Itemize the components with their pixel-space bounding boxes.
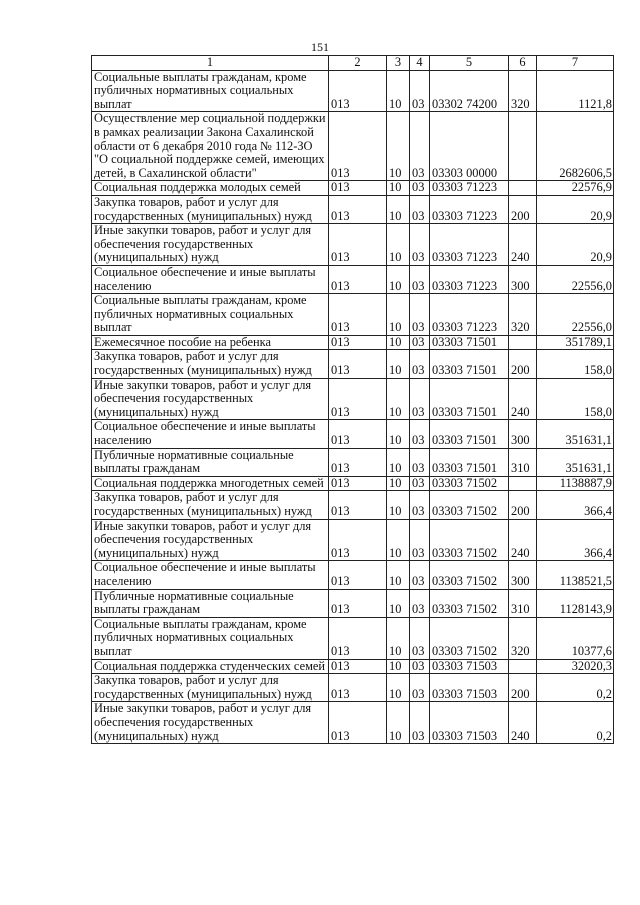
amount-cell: 351631,1 <box>537 420 614 448</box>
row-name-cell: Социальное обеспечение и иные выплаты населению <box>92 561 329 589</box>
expense-type-cell: 300 <box>509 265 537 293</box>
table-row <box>92 70 614 112</box>
amount-cell: 1138521,5 <box>537 561 614 589</box>
expense-type-cell: 200 <box>509 195 537 223</box>
row-name-cell: Социальное обеспечение и иные выплаты населению <box>92 265 329 293</box>
division-cell: 10 <box>387 448 410 476</box>
target-article-cell: 03303 71503 <box>430 659 509 674</box>
column-header: 7 <box>537 56 614 71</box>
amount-cell: 32020,3 <box>537 659 614 674</box>
subdivision-cell: 03 <box>410 617 430 659</box>
expense-type-cell: 240 <box>509 378 537 420</box>
section-code-cell: 013 <box>329 70 387 112</box>
target-article-cell: 03303 71223 <box>430 195 509 223</box>
target-article-cell: 03303 71501 <box>430 350 509 378</box>
expense-type-cell: 240 <box>509 519 537 561</box>
division-cell: 10 <box>387 195 410 223</box>
target-article-cell: 03303 71502 <box>430 491 509 519</box>
division-cell: 10 <box>387 265 410 293</box>
subdivision-cell: 03 <box>410 181 430 196</box>
table-row <box>92 702 614 744</box>
amount-cell: 351631,1 <box>537 448 614 476</box>
division-cell: 10 <box>387 112 410 181</box>
subdivision-cell: 03 <box>410 491 430 519</box>
row-name-cell: Социальные выплаты гражданам, кроме публичных нормативных социальных выплат <box>92 70 329 112</box>
row-name-cell: Публичные нормативные социальные выплаты гражданам <box>92 448 329 476</box>
column-header: 4 <box>410 56 430 71</box>
subdivision-cell: 03 <box>410 702 430 744</box>
section-code-cell: 013 <box>329 448 387 476</box>
expense-type-cell: 300 <box>509 561 537 589</box>
subdivision-cell: 03 <box>410 224 430 266</box>
expense-type-cell: 200 <box>509 350 537 378</box>
amount-cell: 20,9 <box>537 195 614 223</box>
section-code-cell: 013 <box>329 112 387 181</box>
amount-cell: 1138887,9 <box>537 476 614 491</box>
row-name-cell: Закупка товаров, работ и услуг для государственных (муниципальных) нужд <box>92 491 329 519</box>
section-code-cell: 013 <box>329 491 387 519</box>
division-cell: 10 <box>387 491 410 519</box>
section-code-cell: 013 <box>329 335 387 350</box>
expense-type-cell <box>509 335 537 350</box>
amount-cell: 366,4 <box>537 519 614 561</box>
amount-cell: 10377,6 <box>537 617 614 659</box>
amount-cell: 22556,0 <box>537 265 614 293</box>
target-article-cell: 03303 71223 <box>430 181 509 196</box>
row-name-cell: Социальные выплаты гражданам, кроме публичных нормативных социальных выплат <box>92 294 329 336</box>
table-row <box>92 448 614 476</box>
expense-type-cell <box>509 112 537 181</box>
division-cell: 10 <box>387 181 410 196</box>
table-row <box>92 335 614 350</box>
target-article-cell: 03303 71223 <box>430 224 509 266</box>
expense-type-cell <box>509 181 537 196</box>
amount-cell: 366,4 <box>537 491 614 519</box>
section-code-cell: 013 <box>329 476 387 491</box>
amount-cell: 158,0 <box>537 378 614 420</box>
section-code-cell: 013 <box>329 561 387 589</box>
expense-type-cell <box>509 476 537 491</box>
target-article-cell: 03303 71223 <box>430 294 509 336</box>
amount-cell: 0,2 <box>537 674 614 702</box>
division-cell: 10 <box>387 294 410 336</box>
subdivision-cell: 03 <box>410 659 430 674</box>
row-name-cell: Социальная поддержка молодых семей <box>92 181 329 196</box>
amount-cell: 1121,8 <box>537 70 614 112</box>
row-name-cell: Осуществление мер социальной поддержки в рамках реализации Закона Сахалинской области от 6 декабря 2010 года № 112-ЗО "О социальной поддержке семей, имеющих детей, в Сахалинской области" <box>92 112 329 181</box>
row-name-cell: Ежемесячное пособие на ребенка <box>92 335 329 350</box>
section-code-cell: 013 <box>329 589 387 617</box>
row-name-cell: Закупка товаров, работ и услуг для государственных (муниципальных) нужд <box>92 350 329 378</box>
subdivision-cell: 03 <box>410 378 430 420</box>
row-name-cell: Публичные нормативные социальные выплаты гражданам <box>92 589 329 617</box>
row-name-cell: Иные закупки товаров, работ и услуг для обеспечения государственных (муниципальных) нужд <box>92 702 329 744</box>
expense-type-cell: 320 <box>509 294 537 336</box>
section-code-cell: 013 <box>329 224 387 266</box>
expense-type-cell: 200 <box>509 491 537 519</box>
budget-table <box>91 55 614 744</box>
target-article-cell: 03303 71502 <box>430 617 509 659</box>
expense-type-cell: 310 <box>509 589 537 617</box>
subdivision-cell: 03 <box>410 265 430 293</box>
table-row <box>92 617 614 659</box>
row-name-cell: Социальная поддержка студенческих семей <box>92 659 329 674</box>
table-row <box>92 350 614 378</box>
amount-cell: 0,2 <box>537 702 614 744</box>
division-cell: 10 <box>387 224 410 266</box>
target-article-cell: 03303 71501 <box>430 420 509 448</box>
table-row <box>92 265 614 293</box>
expense-type-cell: 300 <box>509 420 537 448</box>
page-number: 151 <box>311 40 329 54</box>
subdivision-cell: 03 <box>410 561 430 589</box>
subdivision-cell: 03 <box>410 70 430 112</box>
row-name-cell: Иные закупки товаров, работ и услуг для обеспечения государственных (муниципальных) нужд <box>92 378 329 420</box>
division-cell: 10 <box>387 476 410 491</box>
subdivision-cell: 03 <box>410 335 430 350</box>
target-article-cell: 03303 71502 <box>430 476 509 491</box>
row-name-cell: Социальное обеспечение и иные выплаты населению <box>92 420 329 448</box>
subdivision-cell: 03 <box>410 420 430 448</box>
expense-type-cell <box>509 659 537 674</box>
table-row <box>92 195 614 223</box>
table-row <box>92 420 614 448</box>
table-row <box>92 659 614 674</box>
column-header: 2 <box>329 56 387 71</box>
division-cell: 10 <box>387 617 410 659</box>
table-row <box>92 561 614 589</box>
column-header: 6 <box>509 56 537 71</box>
division-cell: 10 <box>387 378 410 420</box>
subdivision-cell: 03 <box>410 112 430 181</box>
column-header: 3 <box>387 56 410 71</box>
target-article-cell: 03303 71223 <box>430 265 509 293</box>
target-article-cell: 03303 71502 <box>430 589 509 617</box>
table-row <box>92 491 614 519</box>
amount-cell: 351789,1 <box>537 335 614 350</box>
table-row <box>92 181 614 196</box>
target-article-cell: 03303 71503 <box>430 702 509 744</box>
table-body <box>92 70 614 744</box>
table-row <box>92 112 614 181</box>
section-code-cell: 013 <box>329 195 387 223</box>
section-code-cell: 013 <box>329 181 387 196</box>
table-row <box>92 294 614 336</box>
expense-type-cell: 240 <box>509 702 537 744</box>
target-article-cell: 03303 71502 <box>430 561 509 589</box>
row-name-cell: Иные закупки товаров, работ и услуг для обеспечения государственных (муниципальных) нужд <box>92 224 329 266</box>
section-code-cell: 013 <box>329 659 387 674</box>
section-code-cell: 013 <box>329 519 387 561</box>
section-code-cell: 013 <box>329 350 387 378</box>
row-name-cell: Социальные выплаты гражданам, кроме публичных нормативных социальных выплат <box>92 617 329 659</box>
division-cell: 10 <box>387 674 410 702</box>
target-article-cell: 03303 71502 <box>430 519 509 561</box>
subdivision-cell: 03 <box>410 674 430 702</box>
amount-cell: 22576,9 <box>537 181 614 196</box>
section-code-cell: 013 <box>329 420 387 448</box>
target-article-cell: 03303 71501 <box>430 335 509 350</box>
amount-cell: 22556,0 <box>537 294 614 336</box>
subdivision-cell: 03 <box>410 294 430 336</box>
division-cell: 10 <box>387 589 410 617</box>
section-code-cell: 013 <box>329 265 387 293</box>
expense-type-cell: 310 <box>509 448 537 476</box>
division-cell: 10 <box>387 350 410 378</box>
expense-type-cell: 200 <box>509 674 537 702</box>
row-name-cell: Социальная поддержка многодетных семей <box>92 476 329 491</box>
target-article-cell: 03303 00000 <box>430 112 509 181</box>
division-cell: 10 <box>387 519 410 561</box>
expense-type-cell: 240 <box>509 224 537 266</box>
expense-type-cell: 320 <box>509 617 537 659</box>
table-row <box>92 476 614 491</box>
expense-type-cell: 320 <box>509 70 537 112</box>
division-cell: 10 <box>387 70 410 112</box>
subdivision-cell: 03 <box>410 448 430 476</box>
row-name-cell: Иные закупки товаров, работ и услуг для обеспечения государственных (муниципальных) нужд <box>92 519 329 561</box>
table-row <box>92 674 614 702</box>
section-code-cell: 013 <box>329 702 387 744</box>
row-name-cell: Закупка товаров, работ и услуг для государственных (муниципальных) нужд <box>92 195 329 223</box>
subdivision-cell: 03 <box>410 589 430 617</box>
target-article-cell: 03303 71501 <box>430 378 509 420</box>
division-cell: 10 <box>387 335 410 350</box>
target-article-cell: 03303 71503 <box>430 674 509 702</box>
section-code-cell: 013 <box>329 294 387 336</box>
target-article-cell: 03302 74200 <box>430 70 509 112</box>
section-code-cell: 013 <box>329 617 387 659</box>
section-code-cell: 013 <box>329 674 387 702</box>
row-name-cell: Закупка товаров, работ и услуг для государственных (муниципальных) нужд <box>92 674 329 702</box>
table-row <box>92 589 614 617</box>
table-row <box>92 519 614 561</box>
division-cell: 10 <box>387 561 410 589</box>
amount-cell: 158,0 <box>537 350 614 378</box>
subdivision-cell: 03 <box>410 519 430 561</box>
subdivision-cell: 03 <box>410 195 430 223</box>
division-cell: 10 <box>387 702 410 744</box>
target-article-cell: 03303 71501 <box>430 448 509 476</box>
column-header: 1 <box>92 56 329 71</box>
column-header: 5 <box>430 56 509 71</box>
table-row <box>92 224 614 266</box>
division-cell: 10 <box>387 420 410 448</box>
division-cell: 10 <box>387 659 410 674</box>
table-row <box>92 378 614 420</box>
amount-cell: 20,9 <box>537 224 614 266</box>
subdivision-cell: 03 <box>410 350 430 378</box>
section-code-cell: 013 <box>329 378 387 420</box>
subdivision-cell: 03 <box>410 476 430 491</box>
header-row <box>92 56 614 71</box>
amount-cell: 2682606,5 <box>537 112 614 181</box>
amount-cell: 1128143,9 <box>537 589 614 617</box>
